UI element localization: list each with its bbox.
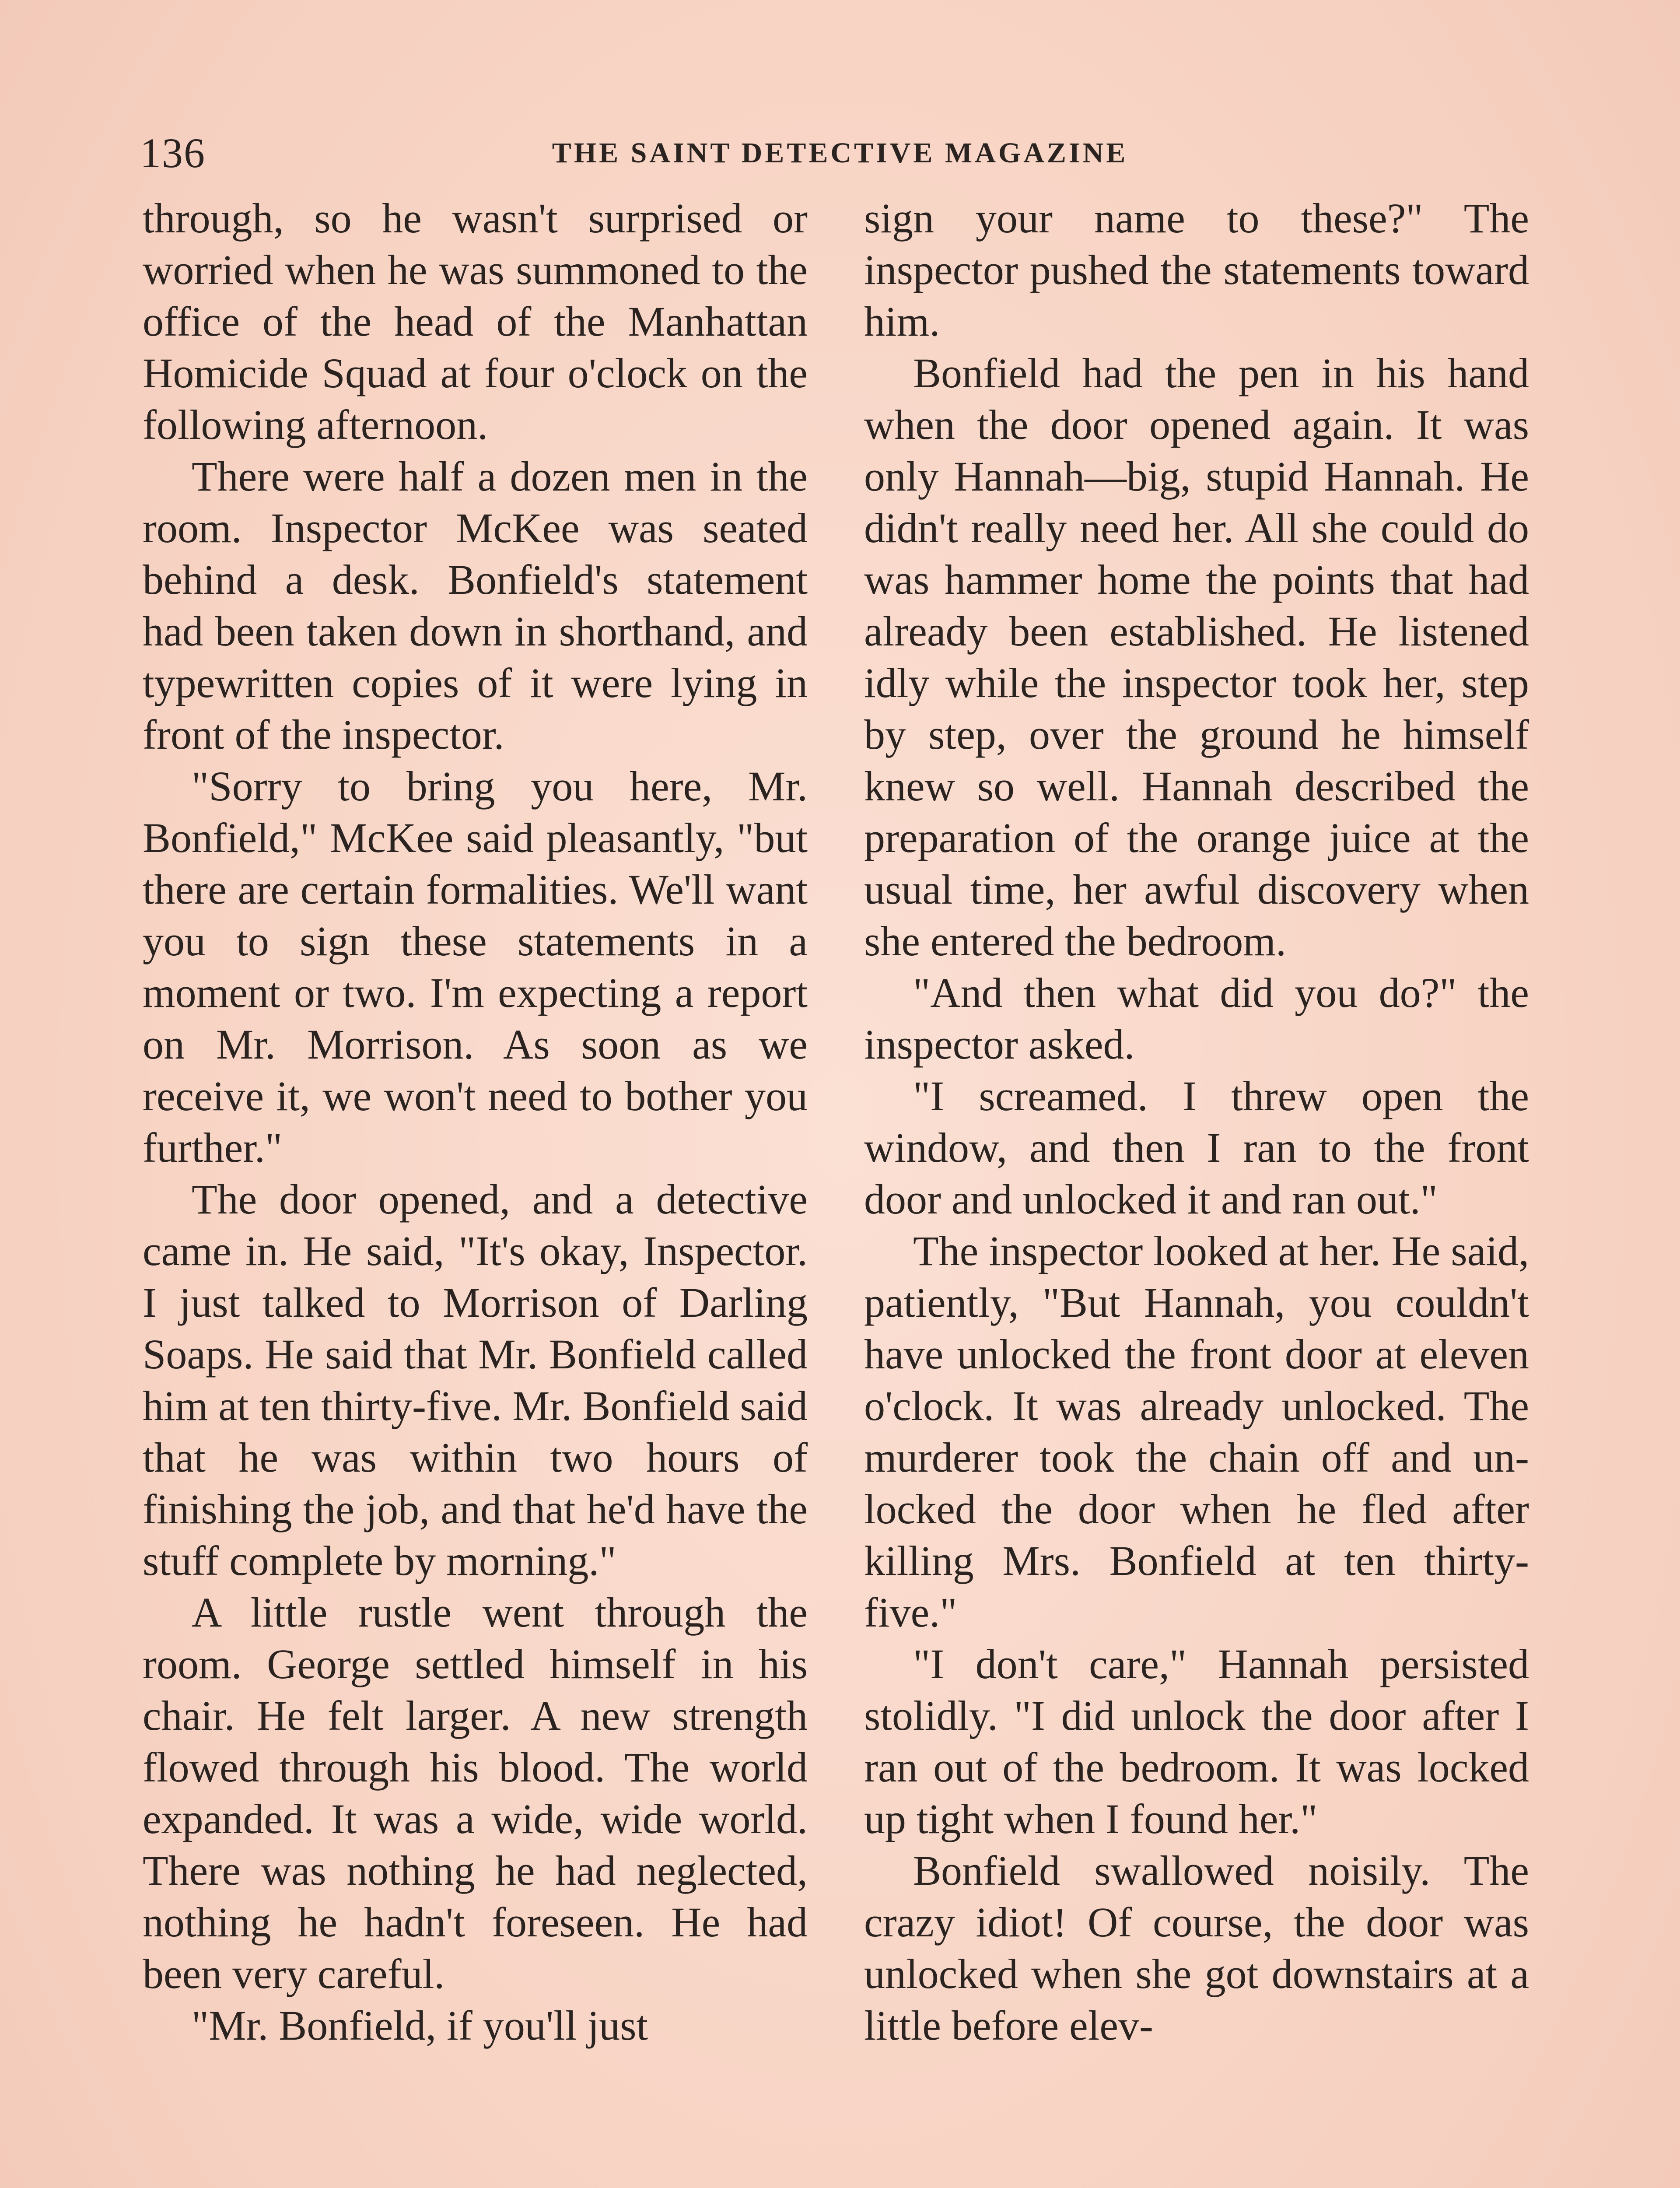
page-number: 136	[140, 130, 206, 176]
running-head: THE SAINT DETECTIVE MAGAZINE	[552, 137, 1128, 169]
left-column	[143, 193, 808, 2051]
paragraph: Bonfield had the pen in his hand when the door opened again. It was only Hannah—big, stupid Hannah. He didn't really need her. All she could do was hammer home the points that had already been established. He listened idly while the inspector took her, step by step, over the ground he himself knew so well. Hannah described the preparation of the orange juice at the usual time, her awful discovery when she entered the bedroom.	[864, 350, 1529, 964]
paragraph: "And then what did you do?" the inspector asked.	[864, 969, 1529, 1068]
paragraph: A little rustle went through the room. George settled himself in his chair. He felt larger. A new strength flowed through his blood. The world expanded. It was a wide, wide world. There was nothing he had neglected, nothing he hadn't foreseen. He had been very careful.	[143, 1589, 808, 1997]
right-column	[864, 193, 1529, 2051]
paragraph: Bonfield swallowed noisily. The crazy idiot! Of course, the door was unlocked when she got downstairs at a little before elev-	[864, 1847, 1529, 2049]
paragraph: "Sorry to bring you here, Mr. Bonfield," McKee said pleasantly, "but there are certain formalities. We'll want you to sign these statements in a moment or two. I'm expecting a report on Mr. Morrison. As soon as we receive it, we won't need to bother you further."	[143, 763, 808, 1171]
paragraph: through, so he wasn't surprised or worried when he was summoned to the office of the head of the Manhattan Homicide Squad at four o'clock on the following afternoon.	[143, 195, 808, 448]
paragraph: "Mr. Bonfield, if you'll just	[192, 2002, 648, 2049]
paragraph: "I screamed. I threw open the window, and then I ran to the front door and unlocked it and ran out."	[864, 1073, 1529, 1223]
paragraph: sign your name to these?" The inspector pushed the statements toward him.	[864, 195, 1529, 345]
paragraph: There were half a dozen men in the room. Inspector McKee was seated behind a desk. Bonfield's statement had been taken down in shorthand, and typewritten copies of it were lying in front of the inspector.	[143, 453, 808, 758]
paragraph: The inspector looked at her. He said, patiently, "But Hannah, you couldn't have unlocked the front door at eleven o'clock. It was already unlocked. The murderer took the chain off and unlocked the door when he fled after killing Mrs. Bonfield at ten thirty-five."	[864, 1227, 1529, 1636]
paragraph: "I don't care," Hannah persisted stolidly. "I did unlock the door after I ran out of the bedroom. It was locked up tight when I found her."	[864, 1641, 1529, 1842]
page-header	[140, 123, 1540, 184]
paragraph: The door opened, and a detective came in. He said, "It's okay, Inspector. I just talked to Morrison of Darling Soaps. He said that Mr. Bonfield called him at ten thirty-five. Mr. Bonfield said that he was within two hours of finishing the job, and that he'd have the stuff complete by morning."	[143, 1176, 808, 1584]
